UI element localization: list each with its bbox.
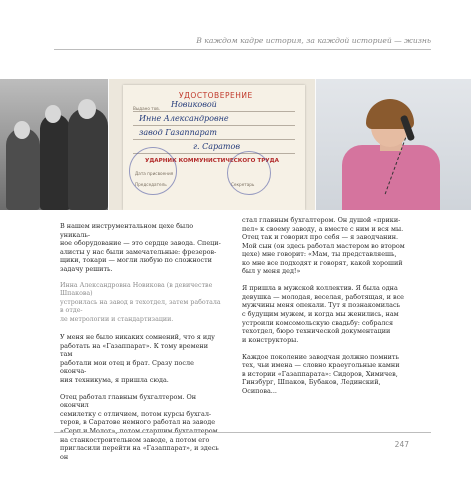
header-rule bbox=[54, 49, 431, 50]
certificate-chair-label: Председатель bbox=[135, 182, 167, 187]
certificate-title: УДОСТОВЕРЕНИЕ bbox=[179, 91, 253, 100]
certificate-line bbox=[133, 139, 295, 140]
photo-figure-head bbox=[78, 99, 96, 119]
archive-group-photo bbox=[0, 79, 108, 210]
certificate-award: УДАРНИК КОММУНИСТИЧЕСКОГО ТРУДА bbox=[145, 158, 279, 164]
certificate-given-names: Инне Александровне bbox=[139, 114, 229, 123]
certificate-plant: завод Газаппарат bbox=[139, 128, 217, 137]
running-title: В каждом кадре история, за каждой историей — жизнь bbox=[196, 36, 431, 45]
photo-figure-head bbox=[14, 121, 30, 139]
photo-figure bbox=[68, 108, 108, 210]
certificate-issued-label: Выдано тов. bbox=[133, 106, 161, 111]
certificate-line bbox=[133, 125, 295, 126]
paragraph: Отец работал главным бухгалтером. Он окончил семилетку с отличием, потом курсы бухгал- теров, в Саратове немного работал на заводе «Серп и Молот», потом старшим бухгалтером на станкостроительном заводе, а потом его пригласили перейти на «Газаппарат», и здесь он bbox=[60, 392, 219, 461]
certificate-photo bbox=[109, 79, 315, 210]
photo-strip bbox=[0, 79, 471, 210]
certificate-surname: Новиковой bbox=[171, 100, 217, 109]
photo-figure-head bbox=[45, 105, 61, 123]
right-column bbox=[242, 216, 410, 395]
certificate-document bbox=[123, 85, 305, 210]
photo-figure bbox=[6, 128, 40, 210]
paragraph: стал главным бухгалтером. Он душой «прики- пел» к своему заводу, а вместе с ним и вся мы. Отец так и говорил про себя — я заводчанин. Мой сын (он здесь работал мастером во втором цехе) мне говорит: «Мам, ты представляешь, ко мне все подходят и говорят, какой хороший был у меня дед!» bbox=[242, 216, 405, 276]
certificate-line bbox=[133, 111, 295, 112]
photo-figure bbox=[40, 114, 70, 210]
paragraph: Каждое поколение заводчан должно помнить тех, чьи имена — словно краеугольные камни в истории «Газаппарата»: Сидоров, Химичев, Гинзбург, Шпаков, Бубаков, Лединский, Осипова... bbox=[242, 352, 400, 395]
running-header bbox=[0, 36, 471, 50]
page-number: 247 bbox=[394, 440, 409, 449]
certificate-stamp bbox=[227, 151, 271, 195]
paragraph: У меня не было никаких сомнений, что я иду работать на «Газаппарат». К тому времени там работали мои отец и брат. Сразу после оконча- ния техникума, я пришла сюда. bbox=[60, 333, 215, 384]
footer-rule bbox=[54, 432, 431, 433]
certificate-secretary-label: Секретарь bbox=[231, 182, 255, 187]
woman-on-phone-photo bbox=[316, 79, 471, 210]
certificate-stamp bbox=[129, 147, 177, 195]
certificate-city: г. Саратов bbox=[193, 142, 240, 151]
paragraph: В нашем инструментальном цехе было уникаль- ное оборудование — это сердце завода. Специ- алисты у нас были замечательные: фрезеров- щики, токари — могли любую по сложности задачу решить. bbox=[60, 222, 221, 273]
photo-caption: Инна Александровна Новикова (в девичестве Шпакова) устроилась на завод в техотдел, затем работала в отде- ле метрологии и стандартизации. bbox=[60, 281, 221, 323]
paragraph: Я пришла в мужской коллектив. Я была одна девушка — молодая, веселая, работящая, и все мужчины меня опекали. Тут я познакомилась с будущим мужем, и когда мы женились, нам устроили комсомольскую свадьбу: собрался техотдел, бюро технической документации и конструкторы. bbox=[242, 284, 404, 344]
certificate-date-label: Дата присвоения bbox=[135, 171, 174, 176]
left-column bbox=[60, 222, 222, 461]
